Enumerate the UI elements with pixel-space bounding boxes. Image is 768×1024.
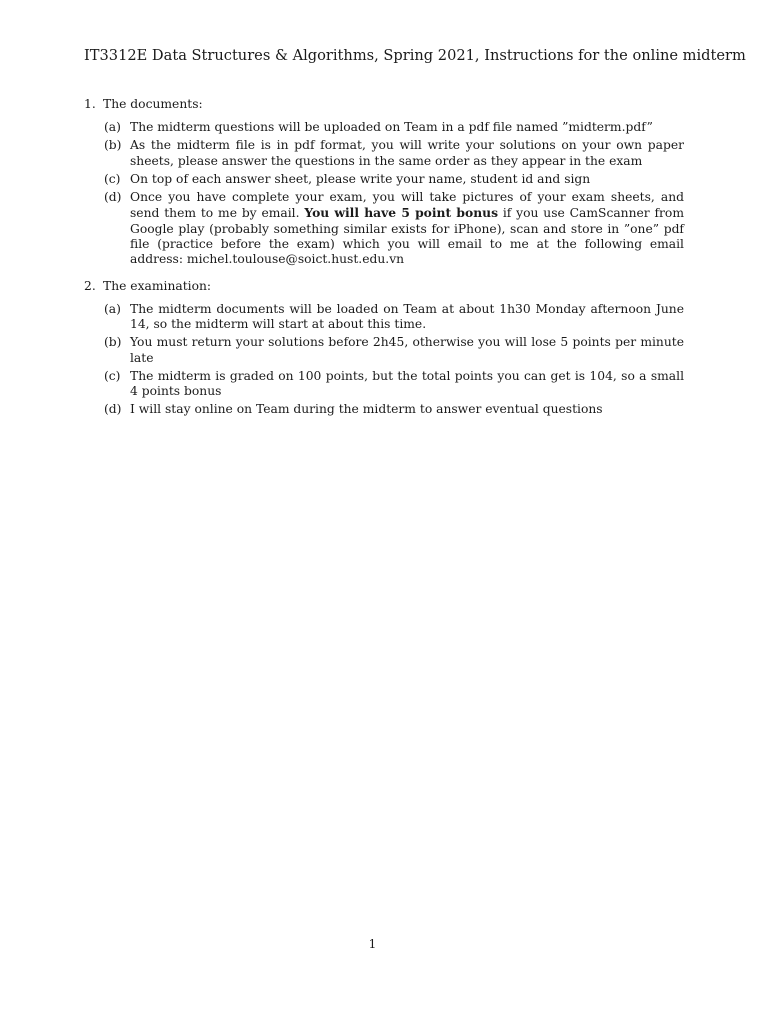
item-label: (c) <box>104 171 121 186</box>
item-text: As the midterm file is in pdf format, you will write your solutions on your own paper sheets, please answer the questions in the same order as they appear in the exam <box>130 138 684 168</box>
section-number: 2. <box>84 278 96 293</box>
section-heading <box>84 278 684 294</box>
item-text: The midterm questions will be uploaded on Team in a pdf file named ”midterm.pdf” <box>130 120 653 134</box>
instruction-sections <box>84 96 684 418</box>
item-label: (b) <box>104 335 122 350</box>
section-number: 1. <box>84 97 96 111</box>
list-item <box>84 120 684 135</box>
list-item <box>84 138 684 169</box>
section-examination <box>84 278 684 418</box>
list-item <box>84 302 684 333</box>
section-title: The examination: <box>103 278 212 293</box>
item-label: (a) <box>104 301 121 316</box>
item-label: (c) <box>104 368 121 383</box>
list-item <box>84 190 684 267</box>
item-text: The midterm documents will be loaded on Team at about 1h30 Monday afternoon June 14, so the midterm will start at about this time. <box>130 301 684 331</box>
item-text: You must return your solutions before 2h45, otherwise you will lose 5 points per minute late <box>130 335 684 365</box>
section-items <box>84 302 684 418</box>
item-text-start: Once you have complete your exam, you will take pictures of your exam sheets, and send them to me by email. <box>130 190 684 221</box>
item-text <box>130 190 684 266</box>
item-label: (d) <box>104 402 122 417</box>
list-item <box>84 335 684 366</box>
item-label: (a) <box>104 120 121 134</box>
item-label: (b) <box>104 138 122 153</box>
item-text: The midterm is graded on 100 points, but the total points you can get is 104, so a small 4 points bonus <box>130 368 684 399</box>
bonus-emphasis: You will have 5 point bonus <box>304 205 498 221</box>
section-items <box>84 120 684 268</box>
section-title: The documents: <box>103 97 203 111</box>
document-title: IT3312E Data Structures & Algorithms, Spring 2021, Instructions for the online midterm <box>84 47 746 64</box>
list-item <box>84 369 684 400</box>
page-number: 1 <box>368 937 377 951</box>
item-text: On top of each answer sheet, please write your name, student id and sign <box>130 171 591 186</box>
item-text-end: if you use CamScanner from Google play (probably something similar exists for iPhone), scan and store in ”one” pdf file (practice before the exam) which you will email to me at the following email address: michel.toulouse@soict.hust.edu.vn <box>130 206 684 267</box>
list-item <box>84 402 684 417</box>
section-heading <box>84 96 684 112</box>
item-text: I will stay online on Team during the midterm to answer eventual questions <box>130 402 603 417</box>
section-documents <box>84 96 684 268</box>
list-item <box>84 172 684 187</box>
item-label: (d) <box>104 190 122 205</box>
